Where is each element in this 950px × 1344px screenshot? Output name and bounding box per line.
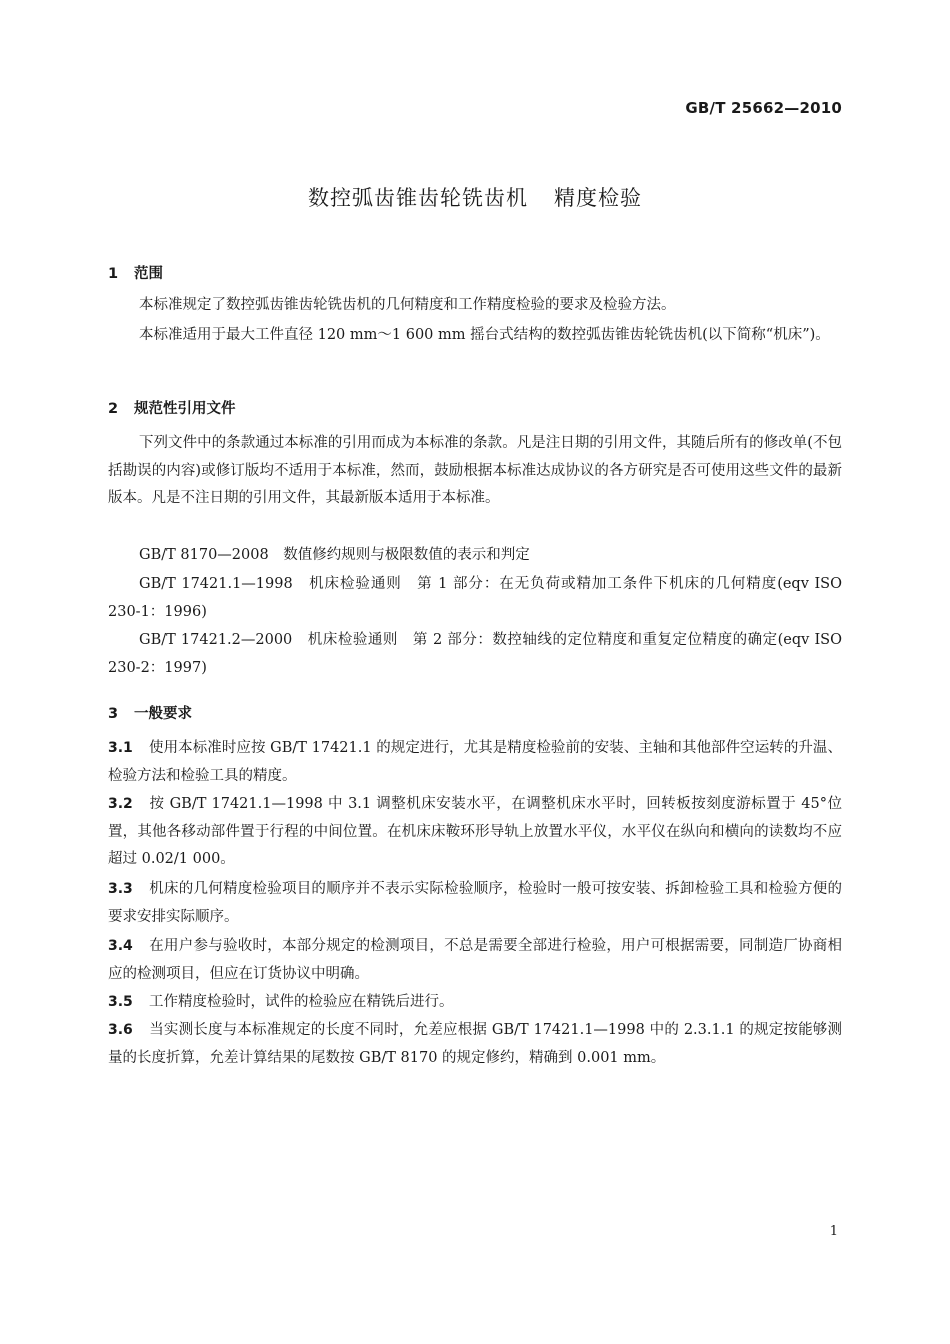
title-main: 数控弧齿锥齿轮铣齿机 bbox=[308, 186, 528, 210]
reference-gb-t-17421-1: GB/T 17421.1—1998 机床检验通则 第 1 部分：在无负荷或精加工条件下机床的几何精度(eqv ISO 230-1：1996) bbox=[108, 576, 842, 620]
clause-3-4-text: 在用户参与验收时，本部分规定的检测项目，不总是需要全部进行检验，用户可根据需要，同制造厂协商相应的检测项目，但应在订货协议中明确。 bbox=[108, 938, 842, 982]
section-3-title: 一般要求 bbox=[134, 706, 192, 722]
section-1-number: 1 bbox=[108, 266, 119, 282]
section-2-number: 2 bbox=[108, 401, 119, 417]
clause-3-2 bbox=[108, 791, 842, 874]
clause-3-2-number: 3.2 bbox=[108, 796, 133, 812]
section-2-heading bbox=[108, 397, 236, 418]
reference-gb-t-17421-2: GB/T 17421.2—2000 机床检验通则 第 2 部分：数控轴线的定位精度和重复定位精度的确定(eqv ISO 230-2：1997) bbox=[108, 632, 842, 676]
clause-3-1-text: 使用本标准时应按 GB/T 17421.1 的规定进行，尤其是精度检验前的安装、主轴和其他部件空运转的升温、检验方法和检验工具的精度。 bbox=[108, 740, 842, 784]
reference-gb-t-8170: GB/T 8170—2008 数值修约规则与极限数值的表示和判定 bbox=[139, 547, 530, 563]
clause-3-3 bbox=[108, 876, 842, 931]
document-title bbox=[0, 182, 950, 212]
clause-3-4 bbox=[108, 933, 842, 988]
section-1-heading bbox=[108, 262, 163, 283]
section-1-paragraph-2: 本标准适用于最大工件直径 120 mm～1 600 mm 摇台式结构的数控弧齿锥齿轮铣齿机(以下简称“机床”)。 bbox=[139, 327, 830, 343]
clause-3-5-text: 工作精度检验时，试件的检验应在精铣后进行。 bbox=[149, 994, 454, 1010]
clause-3-4-number: 3.4 bbox=[108, 938, 133, 954]
clause-3-3-number: 3.3 bbox=[108, 881, 133, 897]
section-3-heading bbox=[108, 702, 192, 723]
clause-3-5 bbox=[108, 989, 842, 1017]
clause-3-3-text: 机床的几何精度检验项目的顺序并不表示实际检验顺序，检验时一般可按安装、拆卸检验工具和检验方便的要求安排实际顺序。 bbox=[108, 881, 842, 925]
section-1-title: 范围 bbox=[134, 266, 163, 282]
clause-3-2-text: 按 GB/T 17421.1—1998 中 3.1 调整机床安装水平，在调整机床水平时，回转板按刻度游标置于 45°位置，其他各移动部件置于行程的中间位置。在机床床鞍环形导轨上放置水平仪，水平仪在纵向和横向的读数均不应超过 0.02/1 000。 bbox=[108, 796, 842, 867]
clause-3-6 bbox=[108, 1017, 842, 1072]
standard-number: GB/T 25662—2010 bbox=[685, 99, 842, 117]
page-number: 1 bbox=[829, 1224, 838, 1239]
section-1-paragraph-1: 本标准规定了数控弧齿锥齿轮铣齿机的几何精度和工作精度检验的要求及检验方法。 bbox=[139, 297, 676, 313]
section-2-paragraph-1: 下列文件中的条款通过本标准的引用而成为本标准的条款。凡是注日期的引用文件，其随后所有的修改单(不包括勘误的内容)或修订版均不适用于本标准，然而，鼓励根据本标准达成协议的各方研究是否可使用这些文件的最新版本。凡是不注日期的引用文件，其最新版本适用于本标准。 bbox=[108, 435, 842, 506]
clause-3-6-number: 3.6 bbox=[108, 1022, 133, 1038]
title-sub: 精度检验 bbox=[554, 186, 642, 210]
section-2-title: 规范性引用文件 bbox=[134, 401, 236, 417]
clause-3-1-number: 3.1 bbox=[108, 740, 133, 756]
clause-3-1 bbox=[108, 735, 842, 790]
clause-3-5-number: 3.5 bbox=[108, 994, 133, 1010]
clause-3-6-text: 当实测长度与本标准规定的长度不同时，允差应根据 GB/T 17421.1—1998 中的 2.3.1.1 的规定按能够测量的长度折算，允差计算结果的尾数按 GB/T 8170 的规定修约，精确到 0.001 mm。 bbox=[108, 1022, 842, 1066]
section-3-number: 3 bbox=[108, 706, 119, 722]
